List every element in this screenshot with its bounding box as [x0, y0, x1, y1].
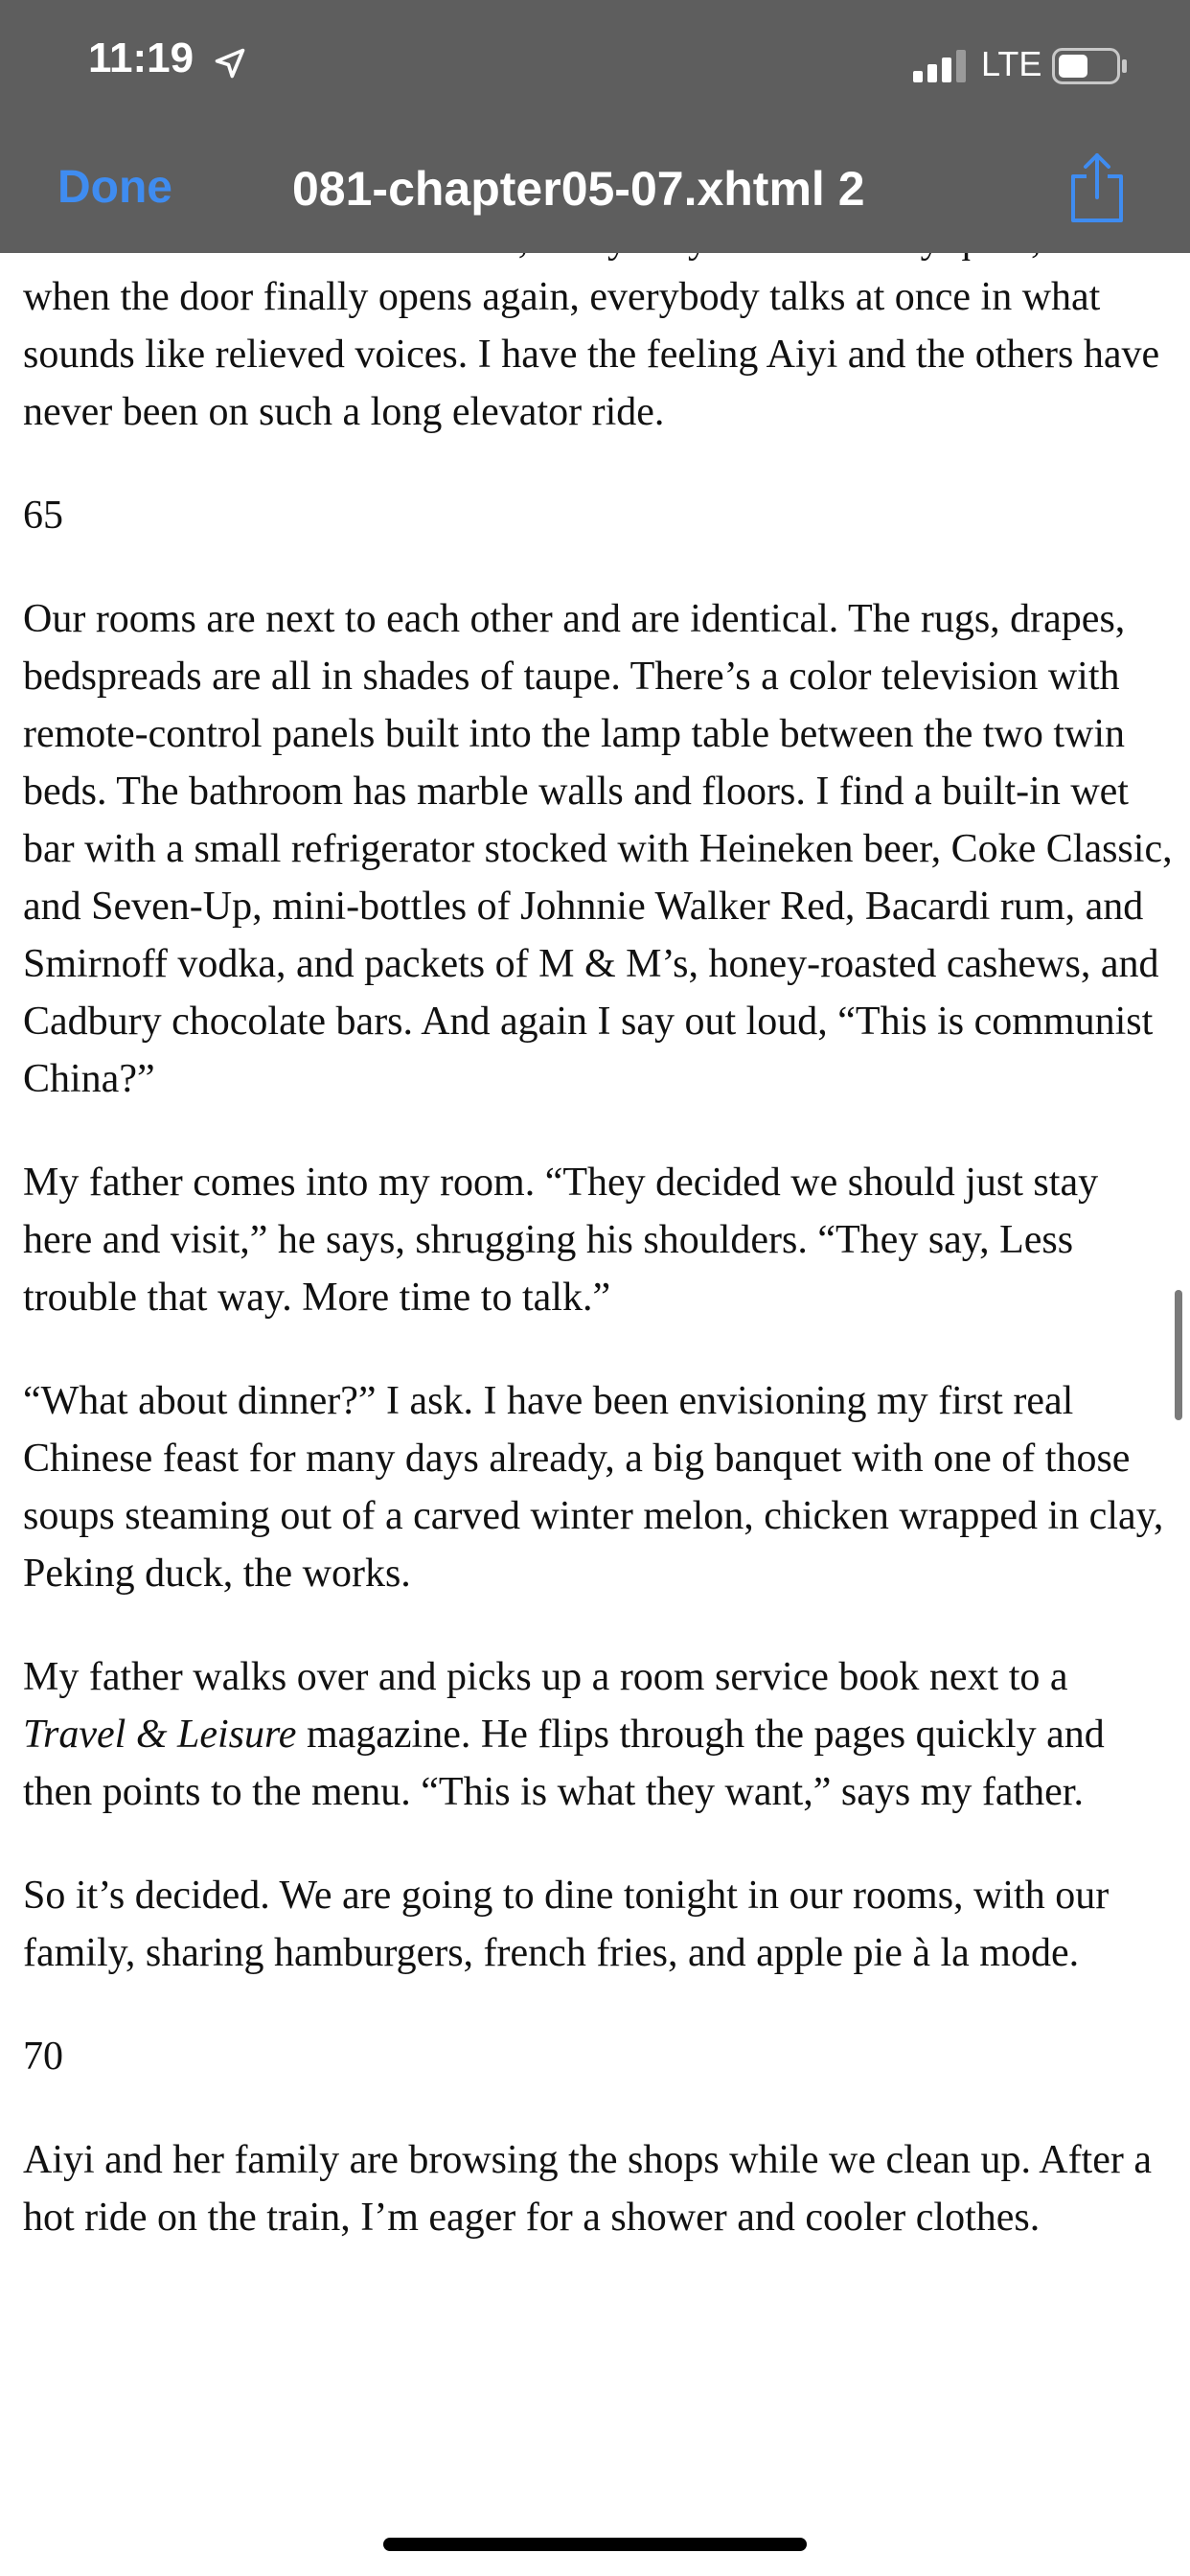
done-button[interactable]: Done [57, 162, 172, 213]
paragraph-text: My father walks over and picks up a room service book next to a [23, 1655, 1068, 1699]
paragraph: Aiyi and her family are browsing the shops while we clean up. After a hot ride on the train, I’m eager for a shower and cooler clothes. [23, 2138, 1152, 2240]
paragraph: So it’s decided. We are going to dine tonight in our rooms, with our family, sharing hamburgers, french fries, and apple pie à la mode. [23, 1874, 1110, 1975]
paragraph-text: magazine. He flips through the pages quickly and then points to the menu. “This is what they want,” says my father. [23, 1713, 1105, 1814]
paragraph: My father comes into my room. “They decided we should just stay here and visit,” he says, shrugging his shoulders. “They say, Less trouble that way. More time to talk.” [23, 1161, 1099, 1320]
carrier-label: LTE [981, 44, 1042, 83]
scroll-indicator[interactable] [1175, 1290, 1182, 1420]
top-bar [0, 0, 1190, 253]
battery-icon [1052, 48, 1129, 84]
paragraph: “What about dinner?” I ask. I have been envisioning my first real Chinese feast for many days already, a big banquet with one of those soups steaming out of a carved winter melon, chicken wrapped in clay, Peking duck, the works. [23, 1379, 1164, 1596]
page-number: 65 [23, 494, 63, 538]
paragraph: Our rooms are next to each other and are identical. The rugs, drapes, bedspreads are all in shades of taupe. There’s a color television with remote-control panels built into the lamp table between the two twin beds. The bathroom has marble walls and floors. I find a built-in wet bar with a small refrigerator stocked with Heineken beer, Coke Classic, and Seven-Up, mini-bottles of Johnnie Walker Red, Bacardi rum, and Smirnoff vodka, and packets of M & M’s, honey-roasted cashews, and Cadbury chocolate bars. And again I say out loud, “This is communist China?” [23, 597, 1173, 1101]
paragraph: when the door finally opens again, everybody talks at once in what sounds like relieved voices. I have the feeling Aiyi and the others have never been on such a long elevator ride. [23, 275, 1160, 434]
document-text [23, 211, 1173, 2292]
share-icon[interactable] [1067, 151, 1127, 224]
cellular-signal-icon [913, 50, 967, 82]
paragraph [23, 1648, 1173, 1821]
magazine-title: Travel & Leisure [23, 1713, 297, 1757]
status-time: 11:19 [88, 34, 195, 81]
document-title: 081-chapter05-07.xhtml 2 [292, 162, 865, 216]
location-arrow-icon [213, 46, 247, 80]
page-number: 70 [23, 2035, 63, 2079]
home-indicator[interactable] [383, 2538, 807, 2551]
